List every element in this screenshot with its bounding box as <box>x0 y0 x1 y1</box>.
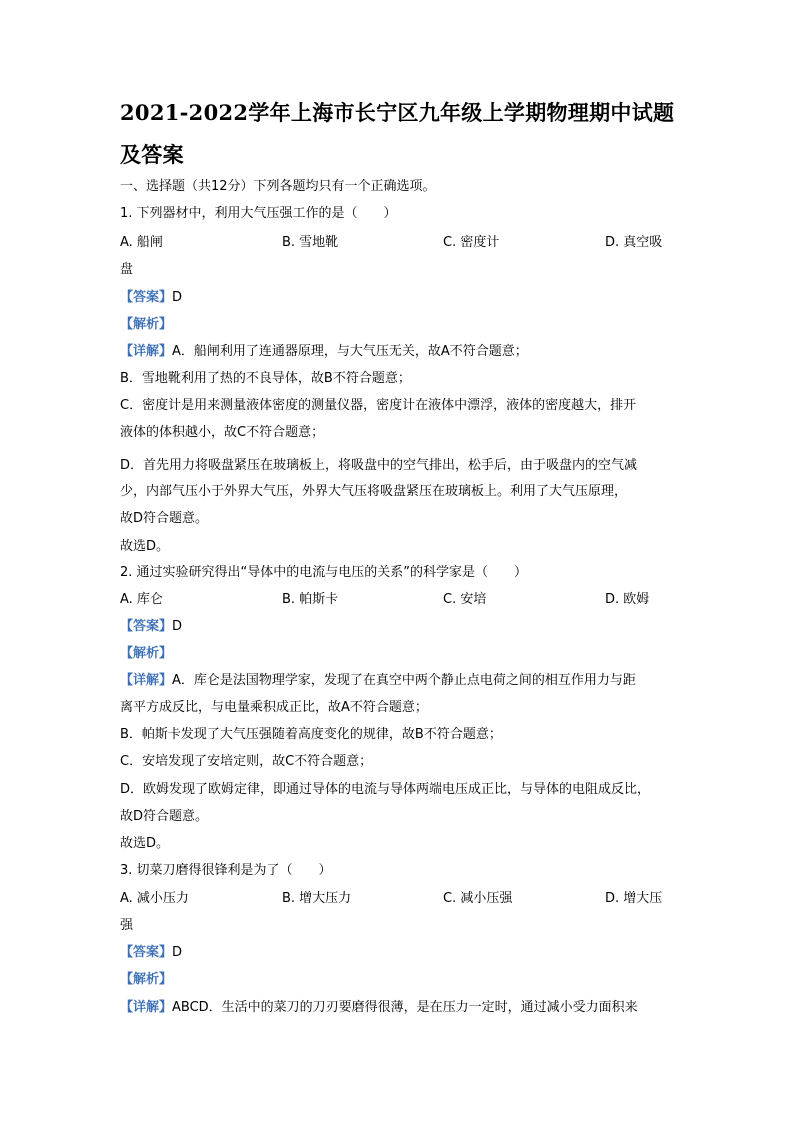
q2-detail-text: A．库仑是法国物理学家，发现了在真空中两个静止点电荷之间的相互作用力与距 <box>172 673 636 688</box>
q2-line: 故选D。 <box>120 836 170 851</box>
q3-detail-text: ABCD．生活中的菜刀的刀刃要磨得很薄，是在压力一定时，通过减小受力面积来 <box>172 1000 638 1015</box>
q1-option-a: A. 船闸 <box>120 235 163 250</box>
q2-answer-value: D <box>172 619 183 634</box>
q1-line: C．密度计是用来测量液体密度的测量仪器，密度计在液体中漂浮，液体的密度越大，排开 <box>120 398 637 413</box>
q1-option-d: D. 真空吸 <box>605 235 663 250</box>
q1-analysis-label: 【解析】 <box>120 317 173 332</box>
section-heading: 一、选择题（共12分）下列各题均只有一个正确选项。 <box>120 179 436 194</box>
q1-answer-value: D <box>172 290 183 305</box>
q1-stem: 1. 下列器材中，利用大气压强工作的是（ ） <box>120 206 397 221</box>
q3-option-c: C. 减小压强 <box>443 891 513 906</box>
q2-line: 离平方成反比，与电量乘积成正比，故A不符合题意； <box>120 700 428 715</box>
q1-option-c: C. 密度计 <box>443 235 500 250</box>
q2-option-a: A. 库仑 <box>120 592 163 607</box>
answer-label: 【答案】 <box>120 945 173 960</box>
q1-option-b: B. 雪地靴 <box>282 235 339 250</box>
q3-option-b: B. 增大压力 <box>282 891 352 906</box>
q1-line: D．首先用力将吸盘紧压在玻璃板上，将吸盘中的空气排出，松手后，由于吸盘内的空气减 <box>120 458 638 473</box>
q3-option-d-wrap: 强 <box>120 918 134 933</box>
q3-answer-value: D <box>172 945 183 960</box>
detail-label: 【详解】 <box>120 673 173 688</box>
q3-analysis-label: 【解析】 <box>120 972 173 987</box>
q3-option-d: D. 增大压 <box>605 891 663 906</box>
q2-option-c: C. 安培 <box>443 592 487 607</box>
q3-detail-line <box>120 998 638 1018</box>
q2-line: C．安培发现了安培定则，故C不符合题意； <box>120 754 373 769</box>
answer-label: 【答案】 <box>120 619 173 634</box>
q1-detail-text: A．船闸利用了连通器原理，与大气压无关，故A不符合题意； <box>172 344 528 359</box>
q2-answer <box>120 617 182 637</box>
q1-detail-line <box>120 342 528 362</box>
q2-option-b: B. 帕斯卡 <box>282 592 339 607</box>
q2-line: 故D符合题意。 <box>120 809 209 824</box>
q2-stem: 2. 通过实验研究得出“导体中的电流与电压的关系”的科学家是（ ） <box>120 565 528 580</box>
q3-answer <box>120 943 182 963</box>
q1-line: 故选D。 <box>120 539 170 554</box>
q1-line: B．雪地靴利用了热的不良导体，故B不符合题意； <box>120 371 411 386</box>
q1-line: 少，内部气压小于外界大气压，外界大气压将吸盘紧压在玻璃板上。利用了大气压原理， <box>120 484 628 499</box>
q1-line: 液体的体积越小，故C不符合题意； <box>120 425 325 440</box>
detail-label: 【详解】 <box>120 1000 173 1015</box>
q2-analysis-label: 【解析】 <box>120 646 173 661</box>
q3-option-a: A. 减小压力 <box>120 891 189 906</box>
q2-line: B．帕斯卡发现了大气压强随着高度变化的规律，故B不符合题意； <box>120 727 502 742</box>
q2-line: D．欧姆发现了欧姆定律，即通过导体的电流与导体两端电压成正比，与导体的电阻成反比， <box>120 782 651 797</box>
q1-option-d-wrap: 盘 <box>120 262 134 277</box>
q3-stem: 3. 切菜刀磨得很锋利是为了（ ） <box>120 863 332 878</box>
detail-label: 【详解】 <box>120 344 173 359</box>
answer-label: 【答案】 <box>120 290 173 305</box>
q1-line: 故D符合题意。 <box>120 511 209 526</box>
q1-answer <box>120 288 182 308</box>
q2-detail-line <box>120 671 636 691</box>
q2-option-d: D. 欧姆 <box>605 592 650 607</box>
document-title: 2021-2022学年上海市长宁区九年级上学期物理期中试题及答案 <box>120 100 675 167</box>
